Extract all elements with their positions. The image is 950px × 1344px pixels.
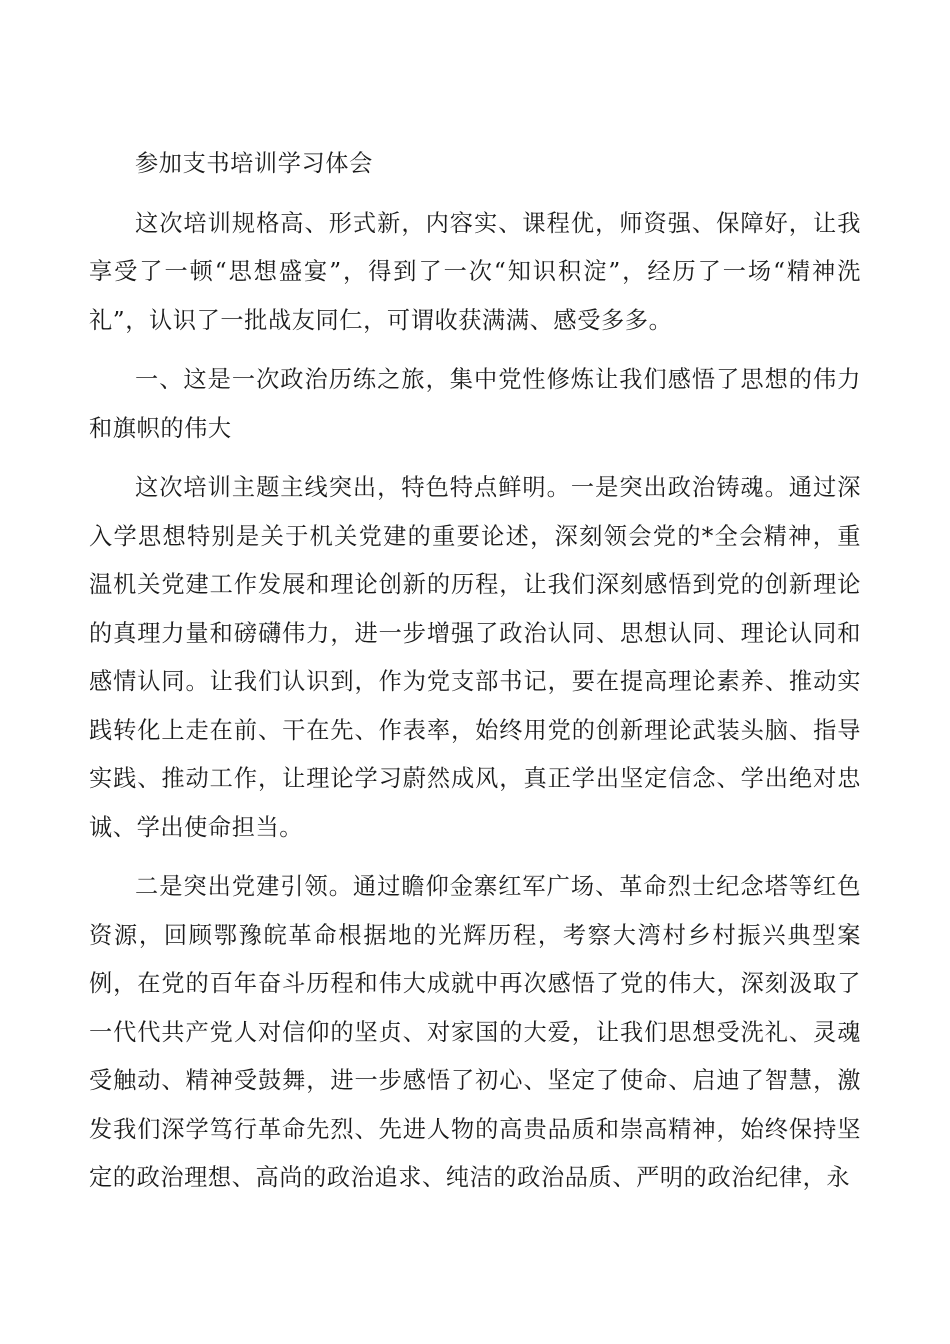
paragraph-party-building: 二是突出党建引领。通过瞻仰金寨红军广场、革命烈士纪念塔等红色资源，回顾鄂豫皖革命根据地的光辉历程，考察大湾村乡村振兴典型案例，在党的百年奋斗历程和伟大成就中再次感悟了党的伟大，深刻汲取了一代代共产党人对信仰的坚贞、对家国的大爱，让我们思想受洗礼、灵魂受触动、精神受鼓舞，进一步感悟了初心、坚定了使命、启迪了智慧，激发我们深学笃行革命先烈、先进人物的高贵品质和崇高精神，始终保持坚定的政治理想、高尚的政治追求、纯洁的政治品质、严明的政治纪律，永 [89, 873, 861, 1191]
section-heading-1: 一、这是一次政治历练之旅，集中党性修炼让我们感悟了思想的伟力和旗帜的伟大 [89, 366, 861, 442]
paragraph-political-soul: 这次培训主题主线突出，特色特点鲜明。一是突出政治铸魂。通过深入学思想特别是关于机关党建的重要论述，深刻领会党的*全会精神，重温机关党建工作发展和理论创新的历程，让我们深刻感悟到党的创新理论的真理力量和磅礴伟力，进一步增强了政治认同、思想认同、理论认同和感情认同。让我们认识到，作为党支部书记，要在提高理论素养、推动实践转化上走在前、干在先、作表率，始终用党的创新理论武装头脑、指导实践、推动工作，让理论学习蔚然成风，真正学出坚定信念、学出绝对忠诚、学出使命担当。 [89, 474, 861, 841]
document-body [89, 140, 861, 1214]
paragraph-intro: 这次培训规格高、形式新，内容实、课程优，师资强、保障好，让我享受了一顿“思想盛宴”，得到了一次“知识积淀”，经历了一场“精神洗礼”，认识了一批战友同仁，可谓收获满满、感受多多。 [89, 209, 861, 334]
document-title: 参加支书培训学习体会 [135, 150, 373, 177]
